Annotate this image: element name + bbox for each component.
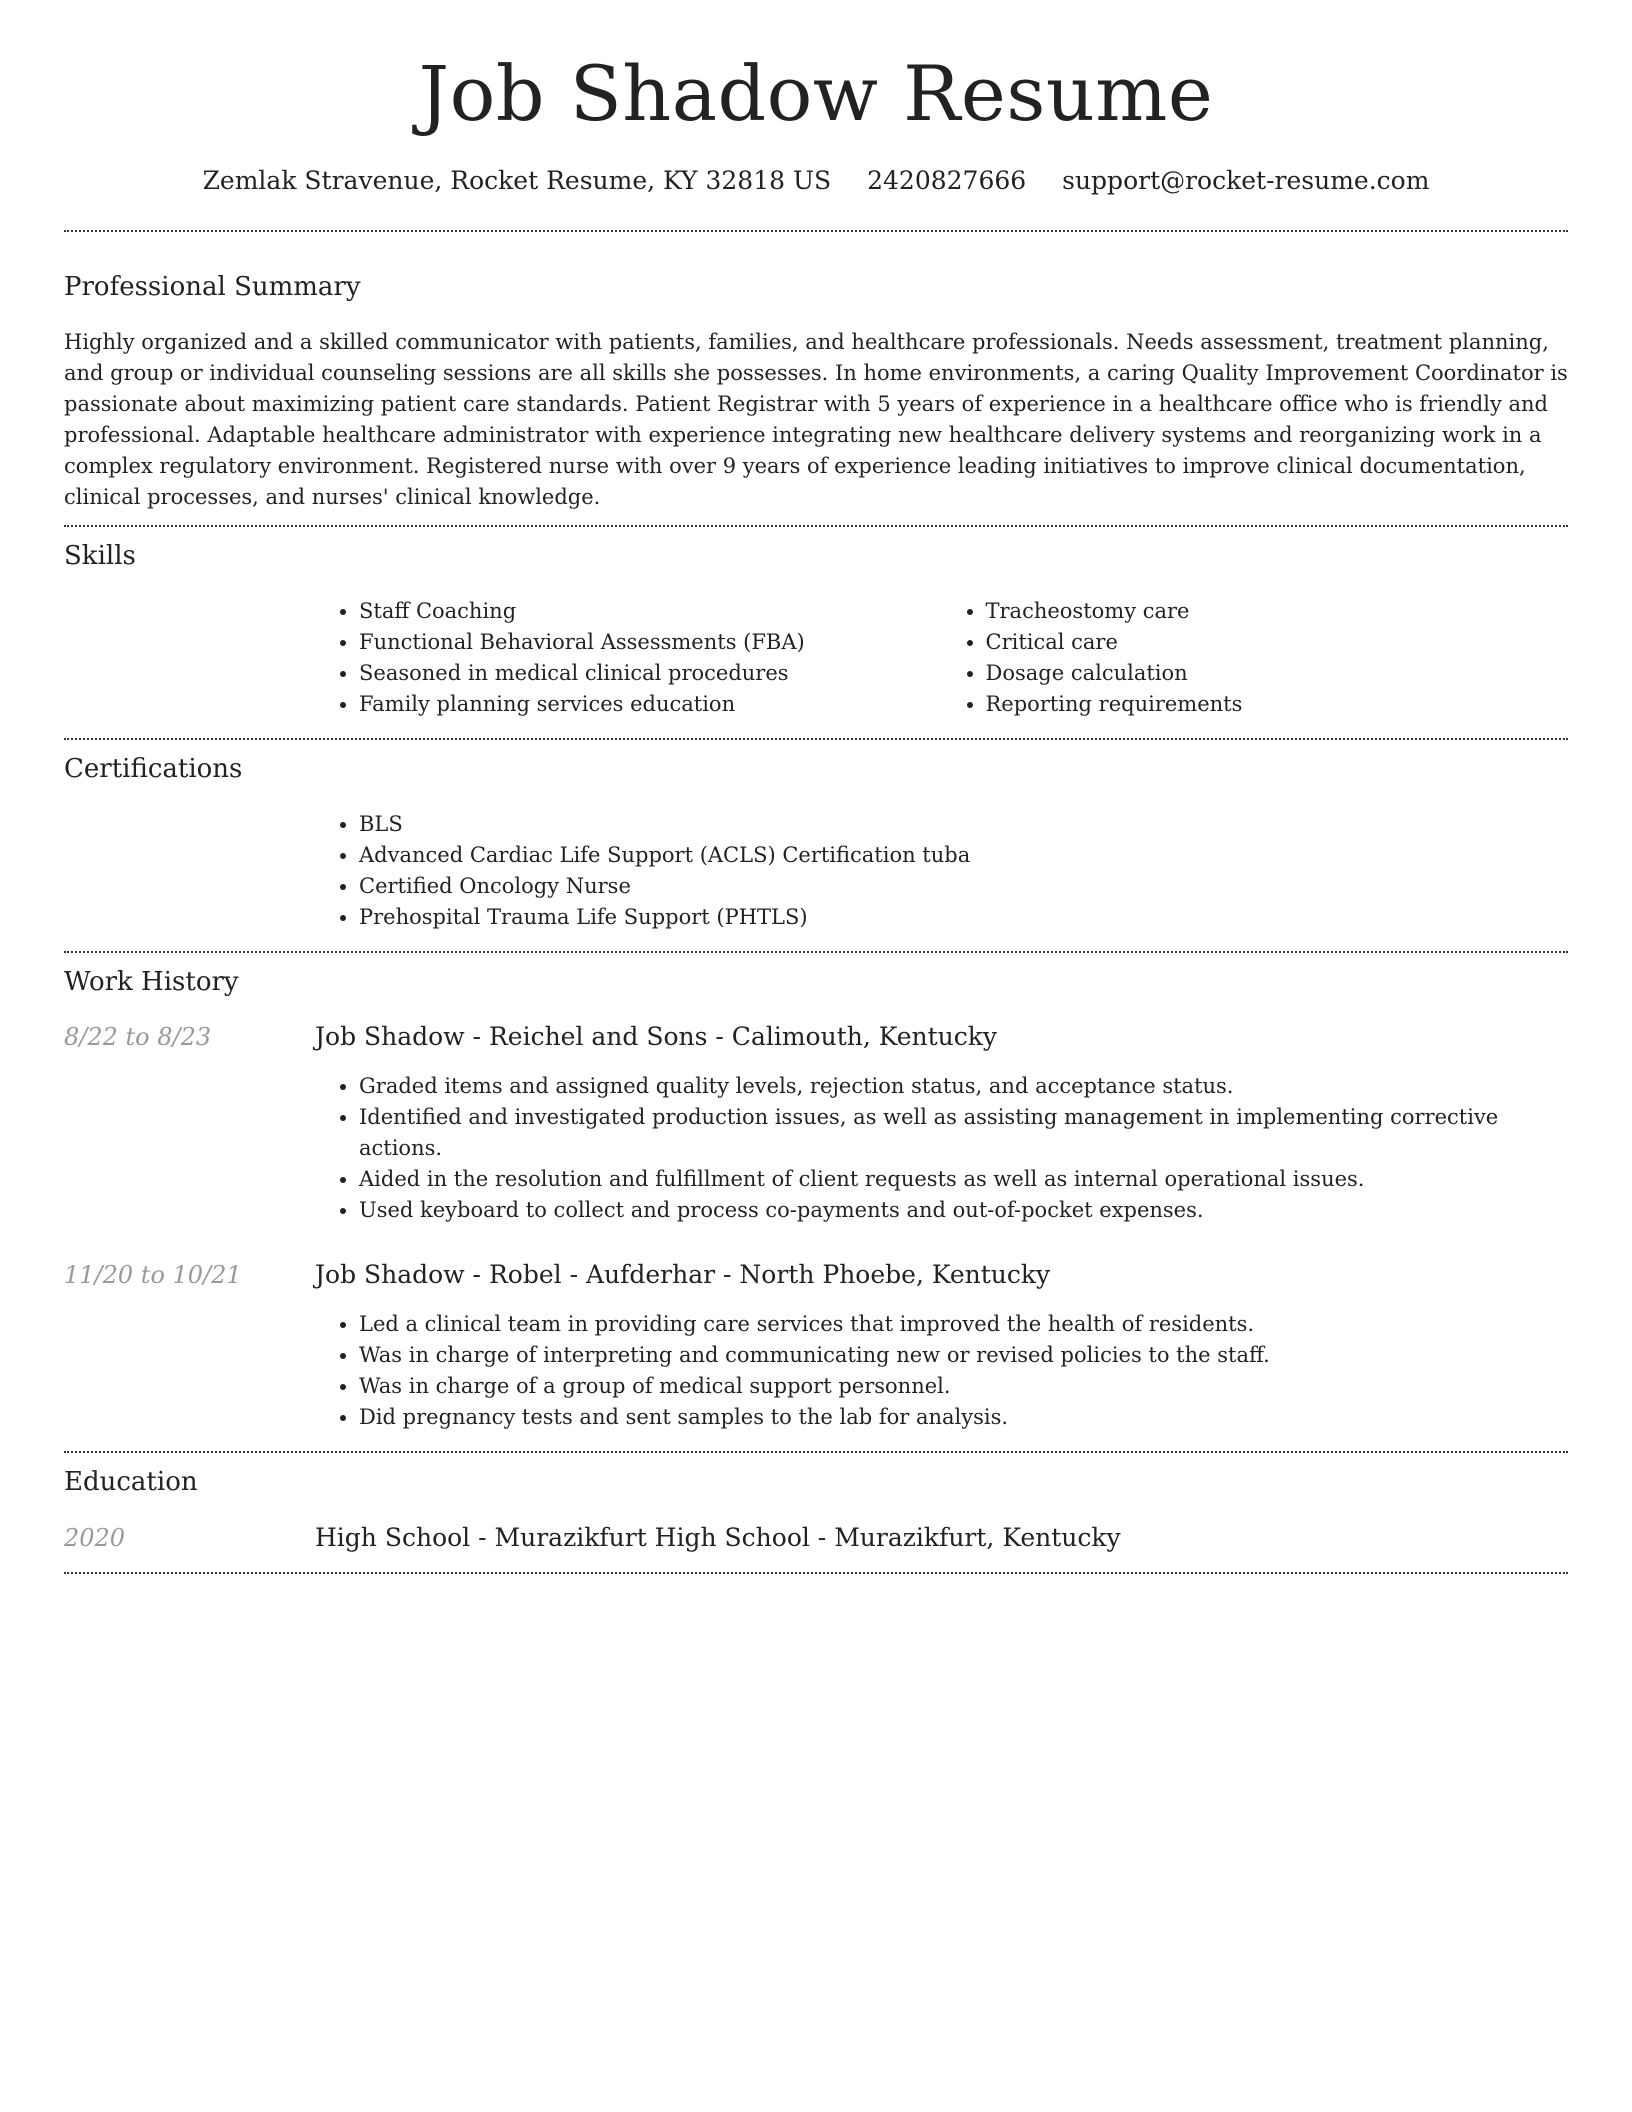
skills-columns (315, 596, 1568, 738)
education-year: 2020 (64, 1523, 126, 1552)
work-history-section (64, 953, 1568, 1433)
certification-item: • Certified Oncology Nurse (359, 871, 1568, 902)
certifications-heading: Certifications (64, 753, 243, 784)
job-entry (64, 1260, 1568, 1433)
certification-item: • Prehospital Trauma Life Support (PHTLS) (359, 902, 1568, 933)
skill-item: • Staff Coaching (359, 596, 942, 627)
job-entry (64, 1022, 1568, 1226)
education-heading: Education (64, 1467, 198, 1498)
job-dates: 11/20 to 10/21 (64, 1261, 242, 1290)
education-section (64, 1453, 1568, 1551)
skills-list-right (942, 596, 1569, 720)
job-header-row (64, 1022, 1568, 1051)
job-bullet: • Did pregnancy tests and sent samples to the lab for analysis. (359, 1402, 1568, 1433)
contact-line (64, 166, 1568, 196)
job-bullet: • Aided in the resolution and fulfillment of client requests as well as internal operational issues. (359, 1164, 1568, 1195)
skills-heading: Skills (64, 540, 136, 571)
job-bullet: • Used keyboard to collect and process co-payments and out-of-pocket expenses. (359, 1195, 1568, 1226)
job-title: Job Shadow - Reichel and Sons - Calimouth, Kentucky (315, 1022, 998, 1052)
certifications-section (64, 740, 1568, 951)
certifications-list (315, 809, 1568, 951)
resume-title: Job Shadow Resume (418, 49, 1214, 138)
skill-item: • Critical care (986, 627, 1569, 658)
resume-header (64, 0, 1568, 196)
education-entry (64, 1523, 1568, 1552)
education-title: High School - Murazikfurt High School - Murazikfurt, Kentucky (315, 1522, 1121, 1552)
skills-list-left (315, 596, 942, 720)
job-bullet: • Was in charge of interpreting and communicating new or revised policies to the staff. (359, 1340, 1568, 1371)
skill-item: • Family planning services education (359, 689, 942, 720)
skill-item: • Dosage calculation (986, 658, 1569, 689)
skill-item: • Tracheostomy care (986, 596, 1569, 627)
summary-text: Highly organized and a skilled communicator with patients, families, and healthcare professionals. Needs assessment, treatment planning, and group or individual counseling sessions are all skills she possesses. In home environments, a caring Quality Improvement Coordinator is passionate about maximizing patient care standards. Patient Registrar with 5 years of experience in a healthcare office who is friendly and professional. Adaptable healthcare administrator with experience integrating new healthcare delivery systems and reorganizing work in a complex regulatory environment. Registered nurse with over 9 years of experience leading initiatives to improve clinical documentation, clinical processes, and nurses' clinical knowledge. (64, 329, 1568, 509)
skills-section (64, 527, 1568, 738)
job-bullet: • Led a clinical team in providing care services that improved the health of residents. (359, 1309, 1568, 1340)
section-divider (64, 1572, 1568, 1574)
skill-item: • Seasoned in medical clinical procedures (359, 658, 942, 689)
job-bullet: • Identified and investigated production issues, as well as assisting management in implementing corrective actions. (359, 1102, 1568, 1164)
job-bullets (315, 1071, 1568, 1226)
job-bullets (315, 1309, 1568, 1433)
certification-item: • BLS (359, 809, 1568, 840)
contact-email: support@rocket-resume.com (1062, 165, 1430, 195)
contact-address: Zemlak Stravenue, Rocket Resume, KY 32818 US (202, 165, 832, 195)
job-bullet: • Was in charge of a group of medical support personnel. (359, 1371, 1568, 1402)
work-history-heading: Work History (64, 967, 239, 998)
skill-item: • Reporting requirements (986, 689, 1569, 720)
contact-phone: 2420827666 (867, 165, 1027, 195)
skill-item: • Functional Behavioral Assessments (FBA) (359, 627, 942, 658)
certification-item: • Advanced Cardiac Life Support (ACLS) Certification tuba (359, 840, 1568, 871)
job-header-row (64, 1260, 1568, 1289)
summary-heading: Professional Summary (64, 271, 361, 302)
job-bullet: • Graded items and assigned quality levels, rejection status, and acceptance status. (359, 1071, 1568, 1102)
job-dates: 8/22 to 8/23 (64, 1023, 212, 1052)
summary-section (64, 232, 1568, 513)
job-title: Job Shadow - Robel - Aufderhar - North Phoebe, Kentucky (315, 1260, 1051, 1290)
